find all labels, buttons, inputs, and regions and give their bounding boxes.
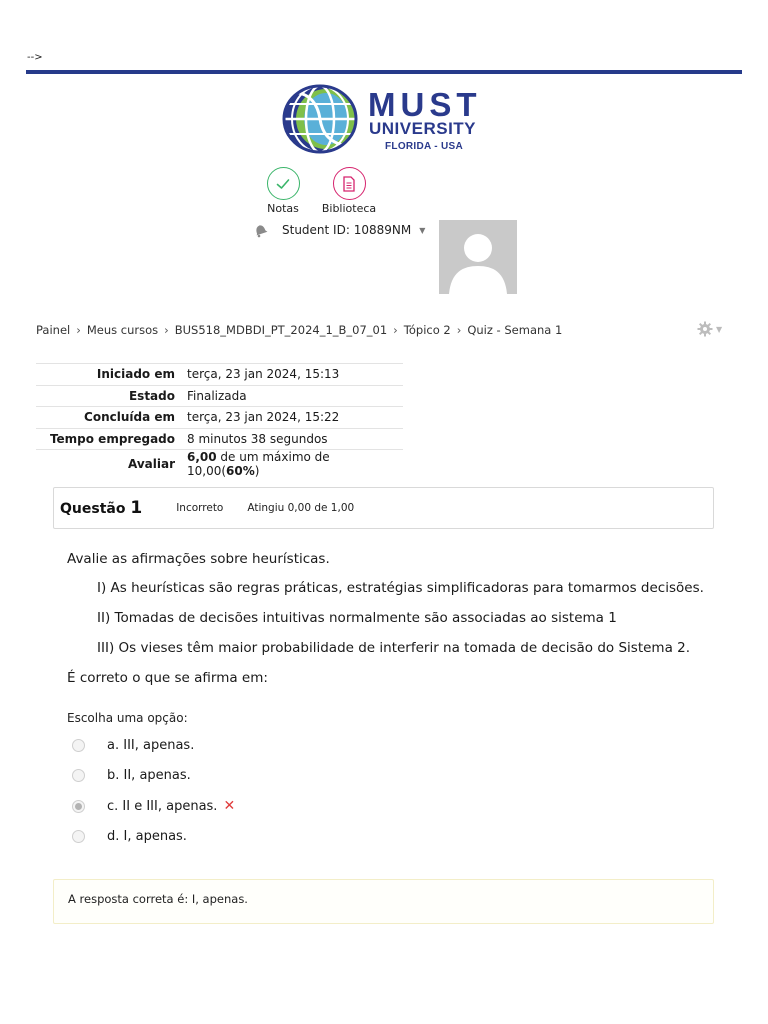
biblioteca-label: Biblioteca (321, 202, 377, 215)
chevron-right-icon: › (393, 323, 398, 337)
table-row (36, 428, 403, 450)
question-statement: I) As heurísticas são regras práticas, estratégias simplificadoras para tomarmos decisões. (97, 580, 704, 596)
header-bar (26, 70, 742, 74)
radio-button-selected[interactable] (72, 800, 85, 813)
summary-value: terça, 23 jan 2024, 15:22 (183, 407, 403, 429)
question-state: Incorreto (176, 502, 224, 514)
option-label: b. II, apenas. (107, 768, 191, 783)
grade-score: 6,00 (187, 450, 217, 464)
summary-key: Iniciado em (36, 364, 183, 386)
question-title-word: Questão (60, 501, 126, 517)
answer-option-d[interactable] (72, 829, 187, 844)
grade-mid-text: de um máximo de 10,00( (187, 450, 330, 478)
chevron-down-icon[interactable]: ▼ (419, 225, 426, 235)
answer-option-c[interactable] (72, 798, 235, 814)
summary-key: Concluída em (36, 407, 183, 429)
attempt-summary-table (36, 363, 403, 478)
question-info-box (53, 487, 714, 529)
radio-button[interactable] (72, 769, 85, 782)
summary-key: Tempo empregado (36, 428, 183, 450)
question-statement: III) Os vieses têm maior probabilidade de interferir na tomada de decisão do Sistema 2. (97, 640, 691, 656)
summary-value: 8 minutos 38 segundos (183, 428, 403, 450)
answer-option-a[interactable] (72, 738, 194, 753)
user-menu[interactable] (252, 222, 425, 238)
bell-icon[interactable] (252, 222, 268, 238)
choose-option-label: Escolha uma opção: (67, 711, 188, 725)
default-user-avatar-icon (439, 220, 517, 294)
gear-icon (697, 321, 713, 337)
stray-comment-text: --> (27, 52, 43, 63)
grade-value-cell (183, 450, 403, 479)
question-number: 1 (130, 498, 143, 518)
radio-button[interactable] (72, 830, 85, 843)
summary-key: Avaliar (127, 457, 175, 471)
settings-menu[interactable] (697, 321, 722, 337)
university-logo[interactable] (280, 84, 495, 154)
question-prompt: Avalie as afirmações sobre heurísticas. (67, 551, 330, 567)
breadcrumb-meus-cursos[interactable]: Meus cursos (86, 323, 159, 337)
summary-key: Estado (36, 385, 183, 407)
globe-logo-icon (282, 84, 358, 154)
summary-value: terça, 23 jan 2024, 15:13 (183, 364, 403, 386)
chevron-right-icon: › (164, 323, 169, 337)
answer-option-b[interactable] (72, 768, 191, 783)
grade-end-text: ) (254, 464, 260, 478)
breadcrumb-course[interactable]: BUS518_MDBDI_PT_2024_1_B_07_01 (174, 323, 388, 337)
breadcrumb (36, 323, 562, 337)
chevron-right-icon: › (76, 323, 81, 337)
biblioteca-link[interactable] (314, 167, 384, 215)
correct-answer-feedback: A resposta correta é: I, apenas. (53, 879, 714, 924)
option-label: c. II e III, apenas. (107, 798, 218, 814)
radio-button[interactable] (72, 739, 85, 752)
summary-value: Finalizada (183, 385, 403, 407)
notas-label: Notas (267, 202, 299, 215)
option-label: a. III, apenas. (107, 738, 195, 753)
table-row (36, 364, 403, 386)
logo-text-university: UNIVERSITY (369, 119, 477, 138)
notas-link[interactable] (248, 167, 318, 215)
table-row (36, 407, 403, 429)
logo-text-location: FLORIDA - USA (385, 141, 463, 152)
breadcrumb-quiz[interactable]: Quiz - Semana 1 (467, 323, 563, 337)
table-row (36, 385, 403, 407)
question-closing: É correto o que se afirma em: (67, 670, 268, 686)
breadcrumb-topico[interactable]: Tópico 2 (403, 323, 451, 337)
document-icon (333, 167, 366, 200)
question-statement: II) Tomadas de decisões intuitivas normalmente são associadas ao sistema 1 (97, 610, 617, 626)
logo-text-must: MUST (368, 86, 482, 123)
question-grade: Atingiu 0,00 de 1,00 (247, 502, 355, 514)
chevron-down-icon: ▼ (716, 324, 723, 334)
option-label: d. I, apenas. (107, 829, 187, 844)
grade-percent: 60% (226, 464, 255, 478)
check-circle-icon (267, 167, 300, 200)
question-title (60, 498, 142, 518)
chevron-right-icon: › (456, 323, 462, 337)
avatar[interactable] (439, 220, 517, 294)
incorrect-x-icon: ✕ (223, 798, 236, 814)
table-row (36, 450, 403, 479)
student-id-label[interactable]: Student ID: 10889NM (282, 223, 412, 237)
breadcrumb-painel[interactable]: Painel (36, 323, 71, 337)
